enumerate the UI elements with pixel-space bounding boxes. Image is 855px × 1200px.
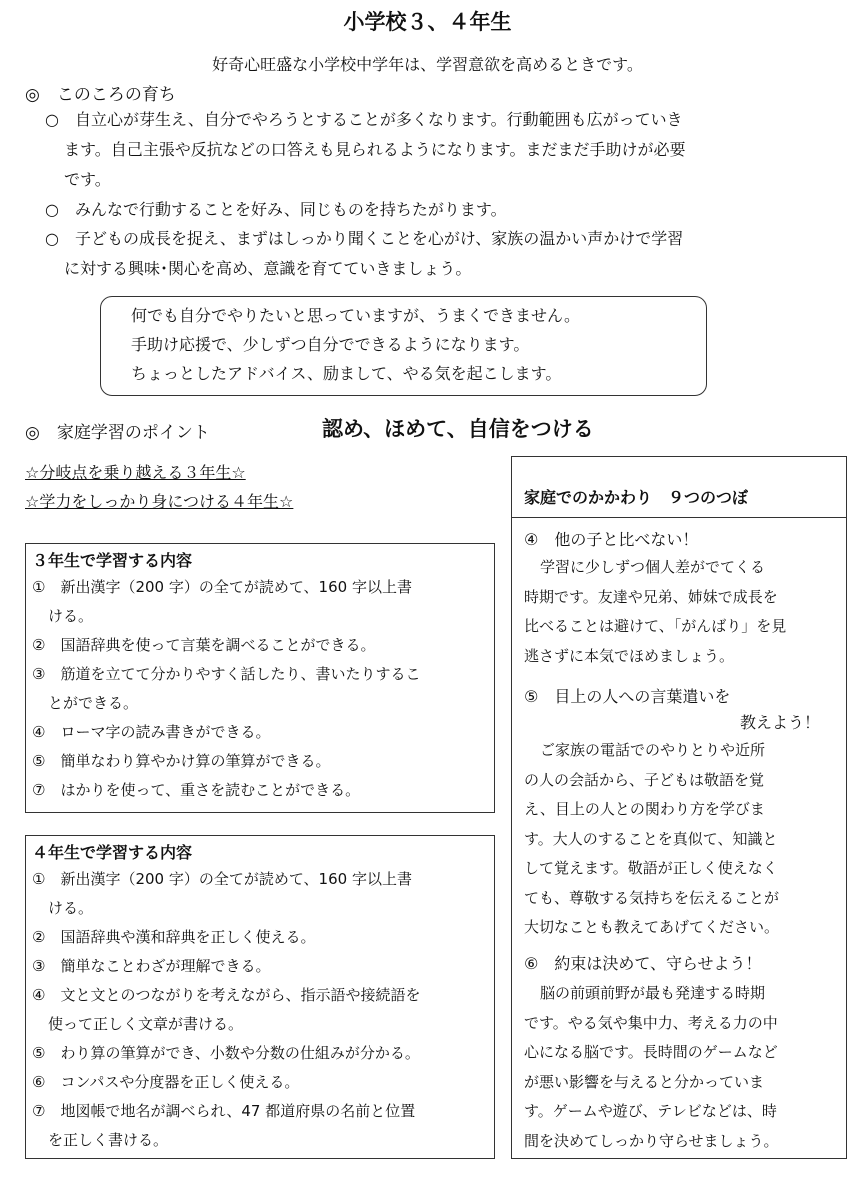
growth-p1-line1: ○ 自立心が芽生え、自分でやろうとすることが多くなります。行動範囲も広がっていき: [45, 110, 683, 129]
tip-6-line3: 心になる脳です。長時間のゲームなど: [524, 1043, 778, 1061]
tip-5-line5: して覚えます。敬語が正しく使えなく: [524, 859, 778, 877]
tip-6-line1: 脳の前頭前野が最も発達する時期: [540, 984, 766, 1002]
growth-heading: ◎ このころの育ち: [25, 85, 176, 105]
points-key-message: 認め、ほめて、自信をつける: [322, 417, 594, 441]
grade3-item-3: [26, 660, 494, 718]
page-subtitle: 好奇心旺盛な小学校中学年は、学習意欲を高めるときです。: [212, 55, 643, 74]
growth-p3-line1: ○ 子どもの成長を捉え、まずはしっかり聞くことを心がけ、家族の温かい声かけで学習: [45, 229, 684, 248]
page-title: 小学校３、４年生: [343, 10, 512, 34]
tip-5-line7: 大切なことも教えてあげてください。: [524, 918, 780, 936]
tip-4-line3: 比べることは避けて、「がんばり」を見: [524, 617, 787, 635]
grade4-item-1-line1: ① 新出漢字（200 字）の全てが読めて、160 字以上書: [32, 870, 412, 888]
bubble-line3: ちょっとしたアドバイス、励まして、やる気を起こします。: [131, 364, 562, 383]
tip-4-line4: 逃さずに本気でほめましょう。: [524, 646, 735, 665]
tip-5-heading: ⑤ 目上の人への言葉遣いを: [524, 687, 731, 706]
grade4-item-4-line1: ④ 文と文とのつながりを考えながら、指示語や接続語を: [32, 986, 421, 1004]
tip-6-line4: が悪い影響を与えると分かっていま: [524, 1072, 765, 1091]
tip-4-line1: 学習に少しずつ個人差がでてくる: [540, 558, 766, 576]
grade4-item-7-line2: を正しく書ける。: [48, 1131, 169, 1149]
grade4-item-4-line2: 使って正しく文章が書ける。: [48, 1015, 244, 1033]
grade3-heading: ３年生で学習する内容: [32, 551, 193, 570]
grade3-item-1: [26, 573, 494, 631]
growth-p1-line3: です。: [64, 170, 111, 189]
tip-6-line5: す。ゲームや遊び、テレビなどは、時: [524, 1102, 777, 1120]
grade3-content-box: [25, 543, 495, 813]
growth-paragraph-2: ○ みんなで行動することを好み、同じものを持ちたがります。: [45, 200, 507, 219]
grade3-item-2: ② 国語辞典を使って言葉を調べることができる。: [32, 636, 376, 654]
grade3-item-1-line1: ① 新出漢字（200 字）の全てが読めて、160 字以上書: [32, 578, 412, 596]
tip-5-line1: ご家族の電話でのやりとりや近所: [540, 741, 766, 759]
tip-5-line4: す。大人のすることを真似て、知識と: [524, 829, 778, 848]
grade3-item-5: ⑤ 簡単なわり算やかけ算の筆算ができる。: [32, 752, 331, 770]
grade3-slogan: ☆分岐点を乗り越える３年生☆: [25, 463, 246, 482]
grade3-item-1-line2: ける。: [48, 607, 94, 625]
points-heading: ◎ 家庭学習のポイント: [25, 423, 210, 443]
tips-divider: [512, 517, 846, 518]
grade3-item-3-line1: ③ 筋道を立てて分かりやすく話したり、書いたりするこ: [32, 665, 421, 683]
grade4-item-2: ② 国語辞典や漢和辞典を正しく使える。: [32, 928, 316, 946]
tip-4-line2: 時期です。友達や兄弟、姉妹で成長を: [524, 587, 778, 606]
grade4-heading: ４年生で学習する内容: [32, 843, 193, 862]
tip-4-body: [524, 553, 846, 671]
home-tips-box: [511, 456, 847, 1159]
tip-5-line6: ても、尊敬する気持ちを伝えることが: [524, 888, 780, 907]
advice-bubble: [100, 296, 707, 396]
bubble-line2: 手助け応援で、少しずつ自分でできるようになります。: [131, 335, 530, 354]
growth-paragraph-3: [45, 224, 683, 284]
tip-6-line6: 間を決めてしっかり守らせましょう。: [524, 1131, 779, 1150]
grade3-item-3-line2: とができる。: [48, 694, 139, 712]
tip-5-body: [524, 736, 846, 943]
grade3-item-4: ④ ローマ字の読み書きができる。: [32, 723, 271, 741]
grade4-item-1: [26, 865, 494, 923]
tip-6-heading: ⑥ 約束は決めて、守らせよう！: [524, 954, 762, 973]
grade4-item-6: ⑥ コンパスや分度器を正しく使える。: [32, 1073, 300, 1091]
bubble-line1: 何でも自分でやりたいと思っていますが、うまくできません。: [131, 306, 580, 325]
tip-5-line3: え、目上の人との関わり方を学びま: [524, 800, 765, 818]
grade3-item-7: ⑦ はかりを使って、重さを読むことができる。: [32, 781, 361, 799]
tip-4-heading: ④ 他の子と比べない！: [524, 530, 699, 549]
growth-p1-line2: ます。自己主張や反抗などの口答えも見られるようになります。まだまだ手助けが必要: [64, 140, 686, 159]
grade4-slogan: ☆学力をしっかり身につける４年生☆: [25, 492, 294, 511]
grade4-item-5: ⑤ わり算の筆算ができ、小数や分数の仕組みが分かる。: [32, 1044, 420, 1062]
grade4-item-7-line1: ⑦ 地図帳で地名が調べられ、47 都道府県の名前と位置: [32, 1102, 416, 1120]
tips-heading: 家庭でのかかわり ９つのつぼ: [524, 488, 749, 507]
tip-5-heading-cont: 教えよう！: [740, 713, 821, 732]
grade4-item-4: [26, 981, 494, 1039]
grade4-item-3: ③ 簡単なことわざが理解できる。: [32, 957, 271, 975]
grade4-item-7: [26, 1097, 494, 1155]
grade4-item-1-line2: ける。: [48, 899, 94, 917]
tip-6-body: [524, 979, 846, 1156]
growth-paragraph-1: [45, 105, 685, 195]
tip-6-line2: です。やる気や集中力、考える力の中: [524, 1013, 778, 1032]
grade4-content-box: [25, 835, 495, 1159]
tip-5-line2: の人の会話から、子どもは敬語を覚: [524, 770, 765, 789]
growth-p3-line2: に対する興味･関心を高め、意識を育てていきましょう。: [64, 259, 472, 278]
